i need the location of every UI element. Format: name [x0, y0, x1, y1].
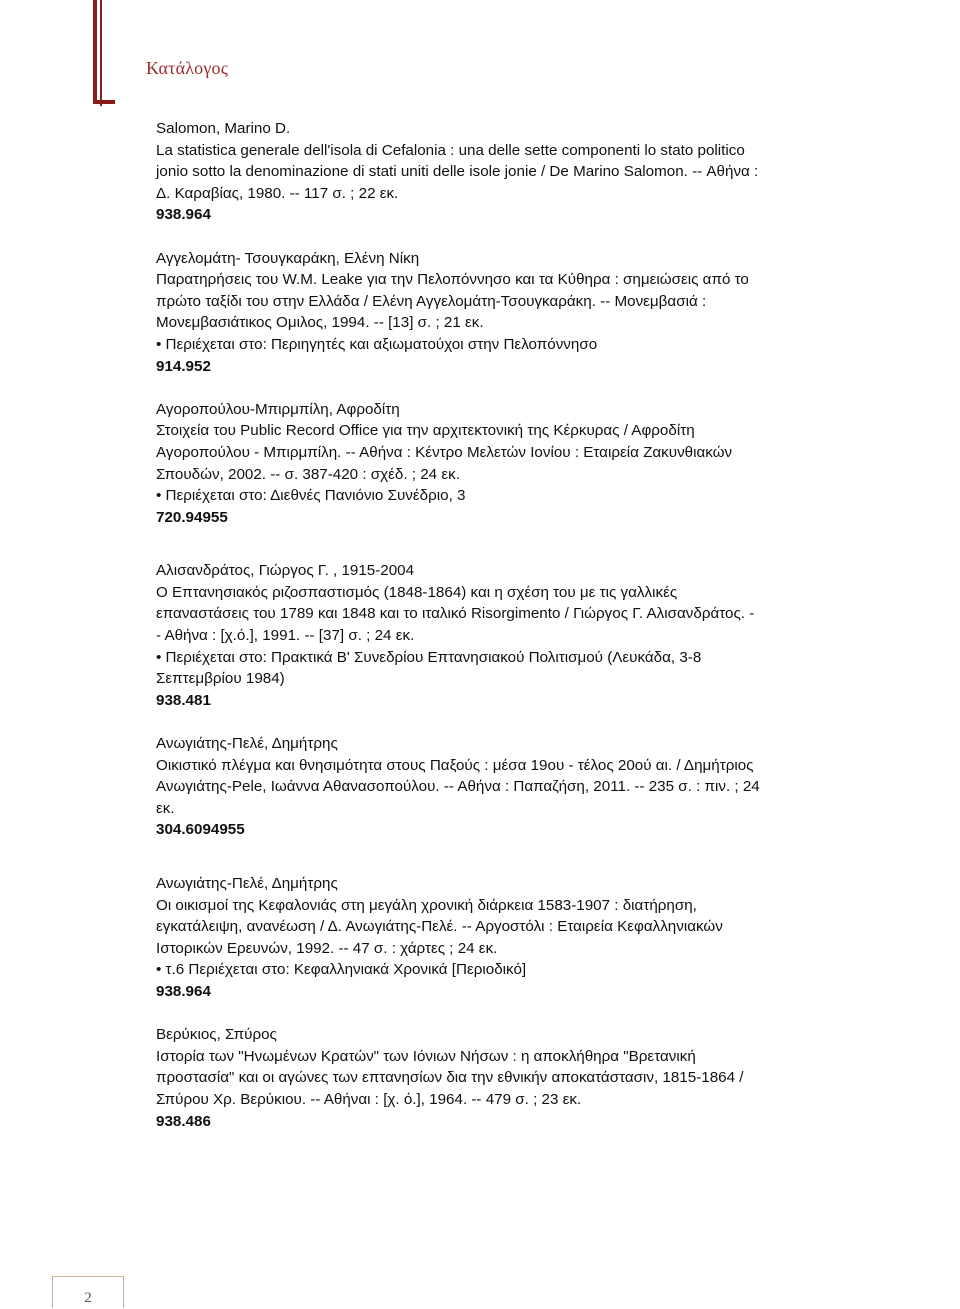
entry-description-line: πρώτο ταξίδι του στην Ελλάδα / Ελένη Αγγελομάτη-Τσουγκαράκη. -- Μονεμβασιά : [156, 292, 707, 310]
entry-contained-in: • τ.6 Περιέχεται στο: Κεφαλληνιακά Χρονικά [Περιοδικό] [156, 961, 527, 979]
entry-author: Βερύκιος, Σπύρος [156, 1026, 277, 1044]
entry-author: Αλισανδράτος, Γιώργος Γ. , 1915-2004 [156, 562, 415, 580]
entry-contained-in: • Περιέχεται στο: Διεθνές Πανιόνιο Συνέδριο, 3 [156, 487, 466, 505]
entry-description-line: Οικιστικό πλέγμα και θνησιμότητα στους Παξούς : μέσα 19ου - τέλος 20ού αι. / Δημήτριος [156, 756, 754, 774]
entry-author: Αγγελομάτη- Τσουγκαράκη, Ελένη Νίκη [156, 249, 420, 267]
entry-description-line: Ανωγιάτης-Pele, Ιωάννα Αθανασοπούλου. -- Αθήνα : Παπαζήση, 2011. -- 235 σ. : πιν. ; 24 [156, 778, 760, 796]
entry-description-line: εκ. [156, 799, 175, 817]
entry-description-line: Ιστορικών Ερευνών, 1992. -- 47 σ. : χάρτες ; 24 εκ. [156, 939, 498, 957]
entry-classification: 914.952 [156, 357, 211, 375]
entry-description-line: Δ. Καραβίας, 1980. -- 117 σ. ; 22 εκ. [156, 184, 399, 202]
page-header-title: Κατάλογος [146, 58, 229, 78]
catalog-entry [156, 1024, 816, 1132]
entry-author: Ανωγιάτης-Πελέ, Δημήτρης [156, 875, 338, 892]
entry-description-line: Σπουδών, 2002. -- σ. 387-420 : σχέδ. ; 24 εκ. [156, 465, 460, 483]
header-decoration-vertical-rule [93, 0, 97, 100]
entry-description-line: Ο Επτανησιακός ριζοσπαστισμός (1848-1864) και η σχέση του με τις γαλλικές [156, 583, 678, 601]
page-number-box [52, 1276, 124, 1308]
entry-classification: 938.486 [156, 1112, 211, 1130]
catalog-entry [156, 399, 816, 529]
entry-description-line: Στοιχεία του Public Record Office για την αρχιτεκτονική της Κέρκυρας / Αφροδίτη [156, 422, 695, 440]
entry-classification: 304.6094955 [156, 821, 245, 839]
entry-description-line: προστασία" και οι αγώνες των επτανησίων δια την εθνικήν αποκατάστασιν, 1815-1864 / [156, 1069, 744, 1087]
entry-author: Ανωγιάτης-Πελέ, Δημήτρης [156, 735, 338, 753]
entry-description-line: Σπύρου Χρ. Βερύκιου. -- Αθήναι : [χ. ό.], 1964. -- 479 σ. ; 23 εκ. [156, 1090, 582, 1108]
entry-classification: 938.964 [156, 982, 211, 1000]
catalog-entry [156, 118, 816, 226]
entry-description-line: - Αθήνα : [χ.ό.], 1991. -- [37] σ. ; 24 εκ. [156, 627, 415, 645]
catalog-entries [156, 118, 816, 1132]
catalog-entry [156, 560, 816, 711]
entry-author: Αγοροπούλου-Μπιρμπίλη, Αφροδίτη [156, 400, 400, 418]
entry-description-line: Αγοροπούλου - Μπιρμπίλη. -- Αθήνα : Κέντρο Μελετών Ιονίου : Εταιρεία Ζακυνθιακών [156, 443, 733, 461]
entry-contained-in: • Περιέχεται στο: Πρακτικά Β' Συνεδρίου Επτανησιακού Πολιτισμού (Λευκάδα, 3-8 [156, 648, 702, 666]
entry-description-line: jonio sotto la denominazione di stati uniti delle isole jonie / De Marino Salomon. -- Αθήνα : [156, 163, 759, 181]
header-decoration-horizontal-rule [93, 100, 115, 104]
entry-description-line: La statistica generale dell'isola di Cefalonia : una delle sette componenti lo stato politico [156, 141, 745, 159]
entry-description-line: Οι οικισμοί της Κεφαλονιάς στη μεγάλη χρονική διάρκεια 1583-1907 : διατήρηση, [156, 896, 697, 914]
entry-description-line: Μονεμβασιάτικος Ομιλος, 1994. -- [13] σ. ; 21 εκ. [156, 314, 484, 332]
catalog-entry [156, 733, 816, 841]
entry-author: Salomon, Marino D. [156, 120, 291, 137]
entry-classification: 938.481 [156, 691, 211, 709]
entry-description-line: Ιστορία των "Ηνωμένων Κρατών" των Ιόνιων Νήσων : η αποκλήθηρα "Βρετανική [156, 1047, 696, 1065]
catalog-entry [156, 873, 816, 1003]
entry-description-line: Σεπτεμβρίου 1984) [156, 670, 285, 688]
entry-classification: 720.94955 [156, 508, 228, 526]
entry-classification: 938.964 [156, 206, 211, 224]
catalog-entry [156, 248, 816, 378]
entry-description-line: επαναστάσεις του 1789 και 1848 και το ιταλικό Risorgimento / Γιώργος Γ. Αλισανδράτος. - [156, 605, 755, 623]
page-number: 2 [84, 1290, 92, 1306]
entry-description-line: Παρατηρήσεις του W.M. Leake για την Πελοπόννησο και τα Κύθηρα : σημειώσεις από το [156, 271, 749, 289]
header-decoration-thin-rule [100, 0, 102, 106]
entry-description-line: εγκατάλειψη, ανανέωση / Δ. Ανωγιάτης-Πελέ. -- Αργοστόλι : Εταιρεία Κεφαλληνιακών [156, 918, 723, 936]
entry-contained-in: • Περιέχεται στο: Περιηγητές και αξιωματούχοι στην Πελοπόννησο [156, 335, 598, 353]
